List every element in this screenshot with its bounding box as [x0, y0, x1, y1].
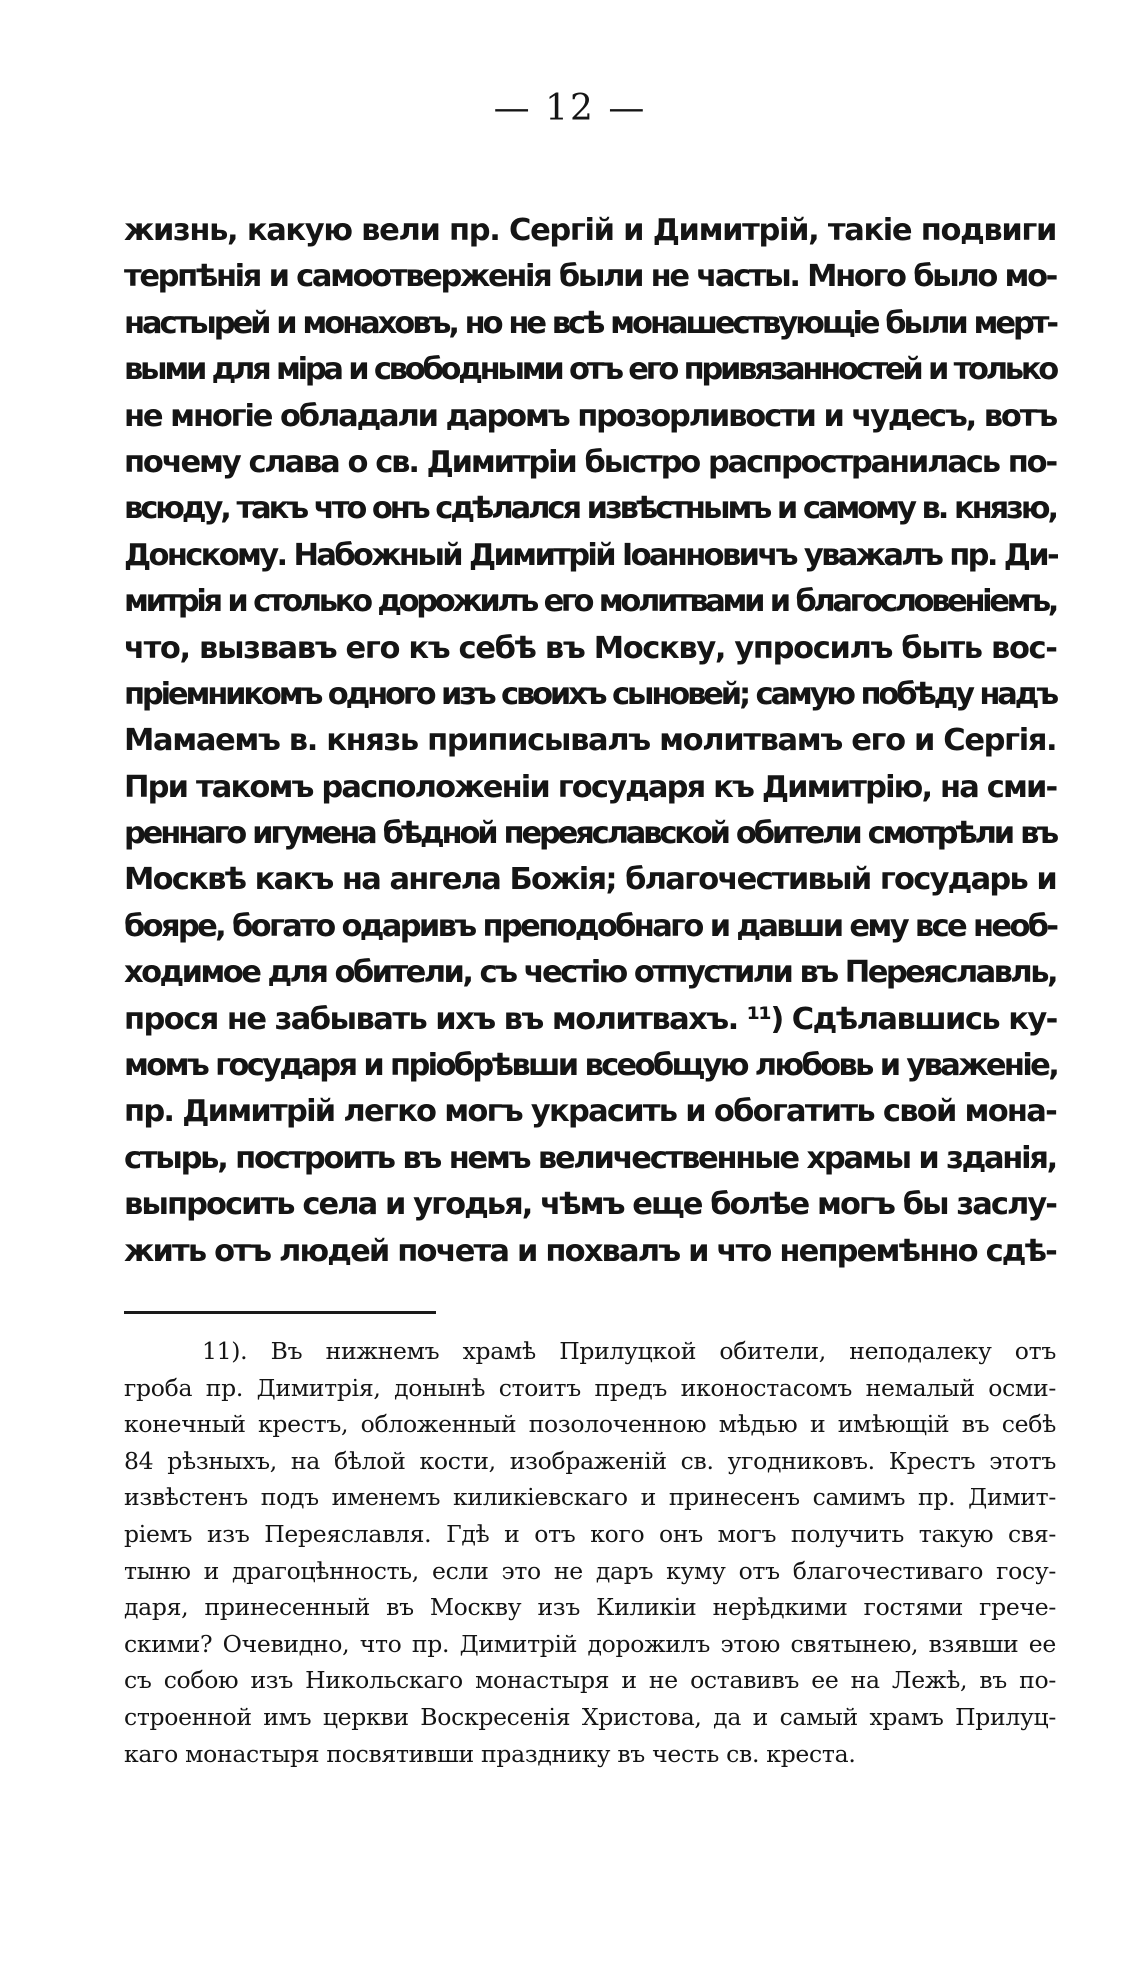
text-line: жить отъ людей почета и похвалъ и что непремѣнно сдѣ-: [124, 1233, 1056, 1269]
text-line: Донскому. Набожный Димитрій Іоанновичъ уважалъ пр. Ди-: [124, 537, 1057, 573]
main-text-block: [124, 208, 1056, 1275]
footnote-line: гроба пр. Димитрія, донынѣ стоитъ предъ иконостасомъ немалый осми-: [124, 1373, 1056, 1402]
footnote-line: строенной имъ церкви Воскресенія Христова, да и самый храмъ Прилуц-: [124, 1702, 1056, 1731]
footnote-line: каго монастыря посвятивши празднику въ честь св. креста.: [124, 1739, 856, 1768]
footnote-line: извѣстенъ подъ именемъ киликіевскаго и принесенъ самимъ пр. Димит-: [124, 1483, 1056, 1512]
page-number: — 12 —: [493, 88, 647, 129]
text-line: стырь, построить въ немъ величественные храмы и зданія,: [124, 1140, 1056, 1176]
text-line: При такомъ расположеніи государя къ Димитрію, на сми-: [124, 769, 1057, 805]
text-line: ходимое для обители, съ честію отпустили въ Переяславль,: [124, 955, 1056, 991]
text-line: пр. Димитрій легко могъ украсить и обогатить свой мона-: [124, 1094, 1056, 1130]
text-line: жизнь, какую вели пр. Сергій и Димитрій, такіе подвиги: [124, 213, 1056, 248]
footnote-line: даря, принесенный въ Москву изъ Киликіи нерѣдкими гостями грече-: [124, 1593, 1056, 1622]
text-line: не многіе обладали даромъ прозорливости и чудесъ, вотъ: [124, 398, 1056, 434]
footnote-line: 84 рѣзныхъ, на бѣлой кости, изображеній св. угодниковъ. Крестъ этотъ: [124, 1446, 1056, 1475]
text-line: всюду, такъ что онъ сдѣлался извѣстнымъ и самому в. князю,: [124, 491, 1056, 527]
footnote-line: скими? Очевидно, что пр. Димитрій дорожилъ этою святынею, взявши ее: [124, 1629, 1056, 1658]
footnote-line: 11). Въ нижнемъ храмѣ Прилуцкой обители, неподалеку отъ: [202, 1337, 1056, 1365]
footnote-line: ріемъ изъ Переяславля. Гдѣ и отъ кого онъ могъ получить такую свя-: [124, 1519, 1056, 1548]
text-line: пріемникомъ одного изъ своихъ сыновей; самую побѣду надъ: [124, 676, 1056, 712]
footnote-line: конечный крестъ, обложенный позолоченною мѣдью и имѣющій въ себѣ: [124, 1410, 1056, 1439]
footnote-line: тыню и драгоцѣнность, если это не даръ куму отъ благочестиваго госу-: [124, 1556, 1056, 1585]
text-line: настырей и монаховъ, но не всѣ монашествующіе были мерт-: [124, 305, 1056, 341]
text-line: выми для міра и свободными отъ его привязанностей и только: [124, 352, 1056, 388]
text-line: Москвѣ какъ на ангела Божія; благочестивый государь и: [124, 862, 1056, 898]
text-line: митрія и столько дорожилъ его молитвами и благословеніемъ,: [124, 584, 1056, 620]
text-line: Мамаемъ в. князь приписывалъ молитвамъ его и Сергія.: [124, 723, 1057, 759]
text-line: прося не забывать ихъ въ молитвахъ. ¹¹) Сдѣлавшись ку-: [124, 1001, 1057, 1037]
footnote-rule: [124, 1311, 436, 1314]
text-line: бояре, богато одаривъ преподобнаго и давши ему все необ-: [124, 908, 1057, 944]
text-line: почему слава о св. Димитріи быстро распространилась по-: [124, 444, 1056, 480]
footnote-line: съ собою изъ Никольскаго монастыря и не оставивъ ее на Лежѣ, въ по-: [124, 1666, 1056, 1695]
text-line: выпросить села и угодья, чѣмъ еще болѣе могъ бы заслу-: [124, 1187, 1056, 1223]
footnote-block: [124, 1333, 1056, 1772]
text-line: что, вызвавъ его къ себѣ въ Москву, упросилъ быть вос-: [124, 630, 1057, 666]
text-line: реннаго игумена бѣдной переяславской обители смотрѣли въ: [124, 816, 1056, 852]
text-line: момъ государя и пріобрѣвши всеобщую любовь и уваженіе,: [124, 1048, 1058, 1084]
text-line: терпѣнія и самоотверженія были не часты. Много было мо-: [124, 259, 1056, 295]
